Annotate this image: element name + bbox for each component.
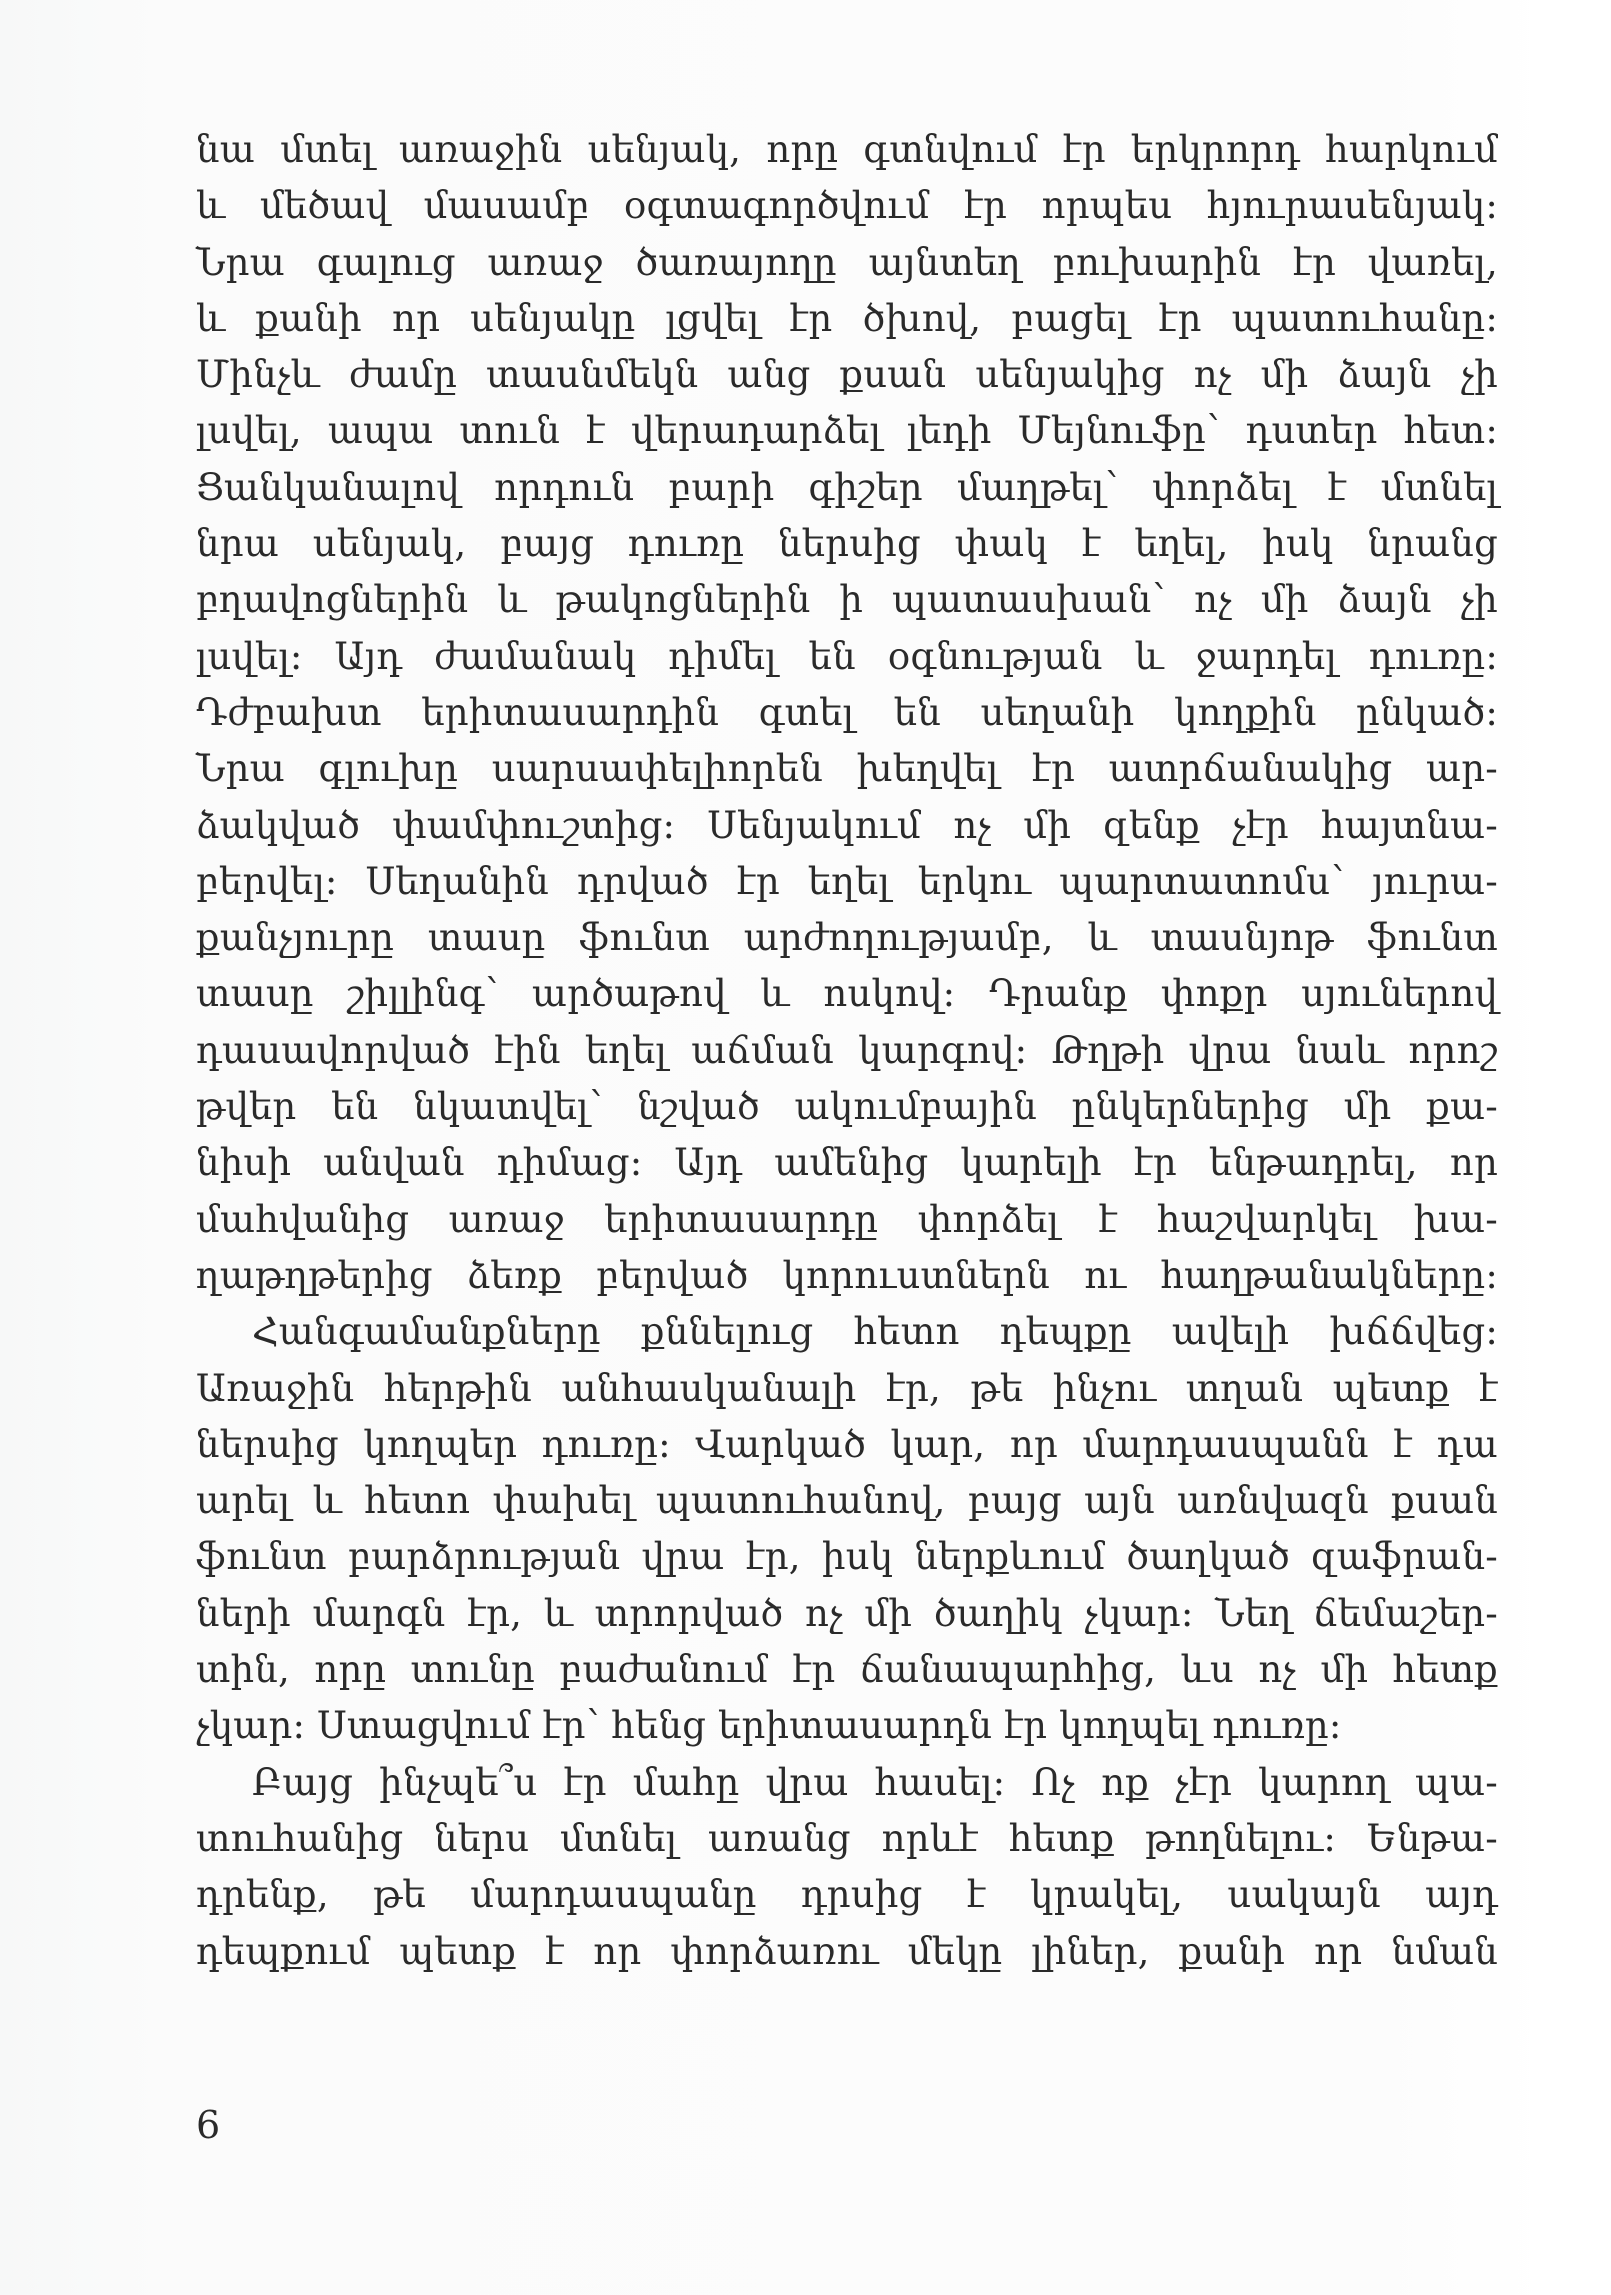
text-line: և մեծավ մասամբ օգտագործվում էր որպես հյուրասենյակ: — [196, 184, 1498, 228]
text-line: տասը շիլլինգ՝ արծաթով և ոսկով: Դրանք փոքր սյուներով — [196, 972, 1498, 1016]
text-line: դեպքում պետք է որ փորձառու մեկը լիներ, քանի որ նման — [196, 1929, 1498, 1973]
text-line: ների մարգն էր, և տրորված ոչ մի ծաղիկ չկար: Նեղ ճեմաշեր- — [196, 1591, 1498, 1635]
text-line: դրենք, թե մարդասպանը դրսից է կրակել, սակայն այդ — [196, 1873, 1498, 1917]
text-line: ձակված փամփուշտից: Սենյակում ոչ մի զենք չէր հայտնա- — [196, 803, 1498, 847]
text-line: ղաթղթերից ձեռք բերված կորուստներն ու հաղթանակները: — [196, 1253, 1498, 1297]
paragraph-start-line: Բայց ինչպե՞ս էր մահը վրա հասել: Ոչ ոք չէր կարող պա- — [252, 1760, 1498, 1804]
text-line: արել և հետո փախել պատուհանով, բայց այն առնվազն քսան — [196, 1479, 1498, 1523]
text-line: ներսից կողպեր դուռը: Վարկած կար, որ մարդասպանն է դա — [196, 1422, 1498, 1466]
text-line: լսվել: Այդ ժամանակ դիմել են օգնության և ջարդել դուռը: — [196, 634, 1498, 678]
text-line: նա մտել առաջին սենյակ, որը գտնվում էր երկրորդ հարկում — [196, 128, 1498, 171]
text-line: բղավոցներին և թակոցներին ի պատասխան՝ ոչ մի ձայն չի — [196, 578, 1498, 622]
text-line: թվեր են նկատվել՝ նշված ակումբային ընկերներից մի քա- — [196, 1085, 1498, 1129]
text-line: քանչյուրը տասը ֆունտ արժողությամբ, և տասնյոթ ֆունտ — [196, 916, 1498, 960]
text-line: նրա սենյակ, բայց դուռը ներսից փակ է եղել, իսկ նրանց — [196, 522, 1498, 566]
text-line: բերվել: Սեղանին դրված էր եղել երկու պարտատոմս՝ յուրա- — [196, 859, 1498, 903]
text-line: Առաջին հերթին անհասկանալի էր, թե ինչու տղան պետք է — [196, 1366, 1498, 1410]
text-line: տին, որը տունը բաժանում էր ճանապարհից, ևս ոչ մի հետք — [196, 1648, 1498, 1692]
text-line: լսվել, ապա տուն է վերադարձել լեդի Մեյնուֆը՝ դստեր հետ: — [196, 409, 1498, 453]
text-line: Մինչև ժամը տասնմեկն անց քսան սենյակից ոչ մի ձայն չի — [196, 353, 1498, 397]
body-text — [196, 122, 1498, 1980]
text-line: մահվանից առաջ երիտասարդը փորձել է հաշվարկել խա- — [196, 1197, 1498, 1241]
text-line: Դժբախտ երիտասարդին գտել են սեղանի կողքին ընկած: — [196, 690, 1498, 734]
paragraph-start-line: Հանգամանքները քննելուց հետո դեպքը ավելի խճճվեց: — [252, 1310, 1498, 1354]
text-line: Ցանկանալով որդուն բարի գիշեր մաղթել՝ փորձել է մտնել — [196, 465, 1498, 509]
text-line: ֆունտ բարձրության վրա էր, իսկ ներքևում ծաղկած զաֆրան- — [196, 1535, 1498, 1579]
page-number: 6 — [196, 2103, 221, 2147]
paragraph-end-line: չկար: Ստացվում էր՝ հենց երիտասարդն էր կողպել դուռը: — [196, 1704, 1342, 1748]
text-line: տուհանից ներս մտնել առանց որևէ հետք թողնելու: Ենթա- — [196, 1816, 1498, 1860]
text-line: և քանի որ սենյակը լցվել էր ծխով, բացել էր պատուհանը: — [196, 296, 1498, 340]
text-line: Նրա գլուխը սարսափելիորեն խեղվել էր ատրճանակից ար- — [196, 747, 1498, 791]
text-line: Նրա գալուց առաջ ծառայողը այնտեղ բուխարին էր վառել, — [196, 240, 1498, 284]
text-line: դասավորված էին եղել աճման կարգով: Թղթի վրա նաև որոշ — [196, 1028, 1498, 1072]
text-line: նիսի անվան դիմաց: Այդ ամենից կարելի էր ենթադրել, որ — [196, 1141, 1498, 1185]
